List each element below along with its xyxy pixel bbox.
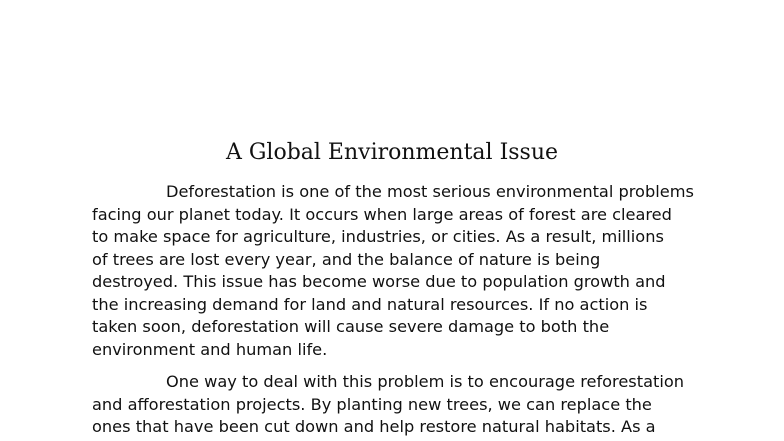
paragraph-1 (92, 181, 692, 361)
paragraph-2 (92, 371, 692, 439)
document-title: A Global Environmental Issue (225, 140, 559, 165)
paragraph-line: environment and human life. (92, 339, 328, 359)
paragraph-line: taken soon, deforestation will cause severe damage to both the (92, 317, 610, 336)
paragraph-line: of trees are lost every year, and the balance of nature is being (92, 249, 601, 269)
paragraph-line: and afforestation projects. By planting new trees, we can replace the (92, 394, 652, 414)
paragraph-line: Deforestation is one of the most serious environmental problems (166, 182, 694, 201)
paragraph-line: One way to deal with this problem is to encourage reforestation (166, 372, 685, 391)
paragraph-line: ones that have been cut down and help restore natural habitats. As a (92, 417, 656, 436)
paragraph-line: the increasing demand for land and natural resources. If no action is (92, 294, 648, 314)
document-body (92, 181, 692, 439)
paragraph-line: to make space for agriculture, industries, or cities. As a result, millions (92, 227, 664, 246)
paragraph-line: destroyed. This issue has become worse due to population growth and (92, 272, 666, 291)
paragraph-line: facing our planet today. It occurs when large areas of forest are cleared (92, 204, 672, 224)
